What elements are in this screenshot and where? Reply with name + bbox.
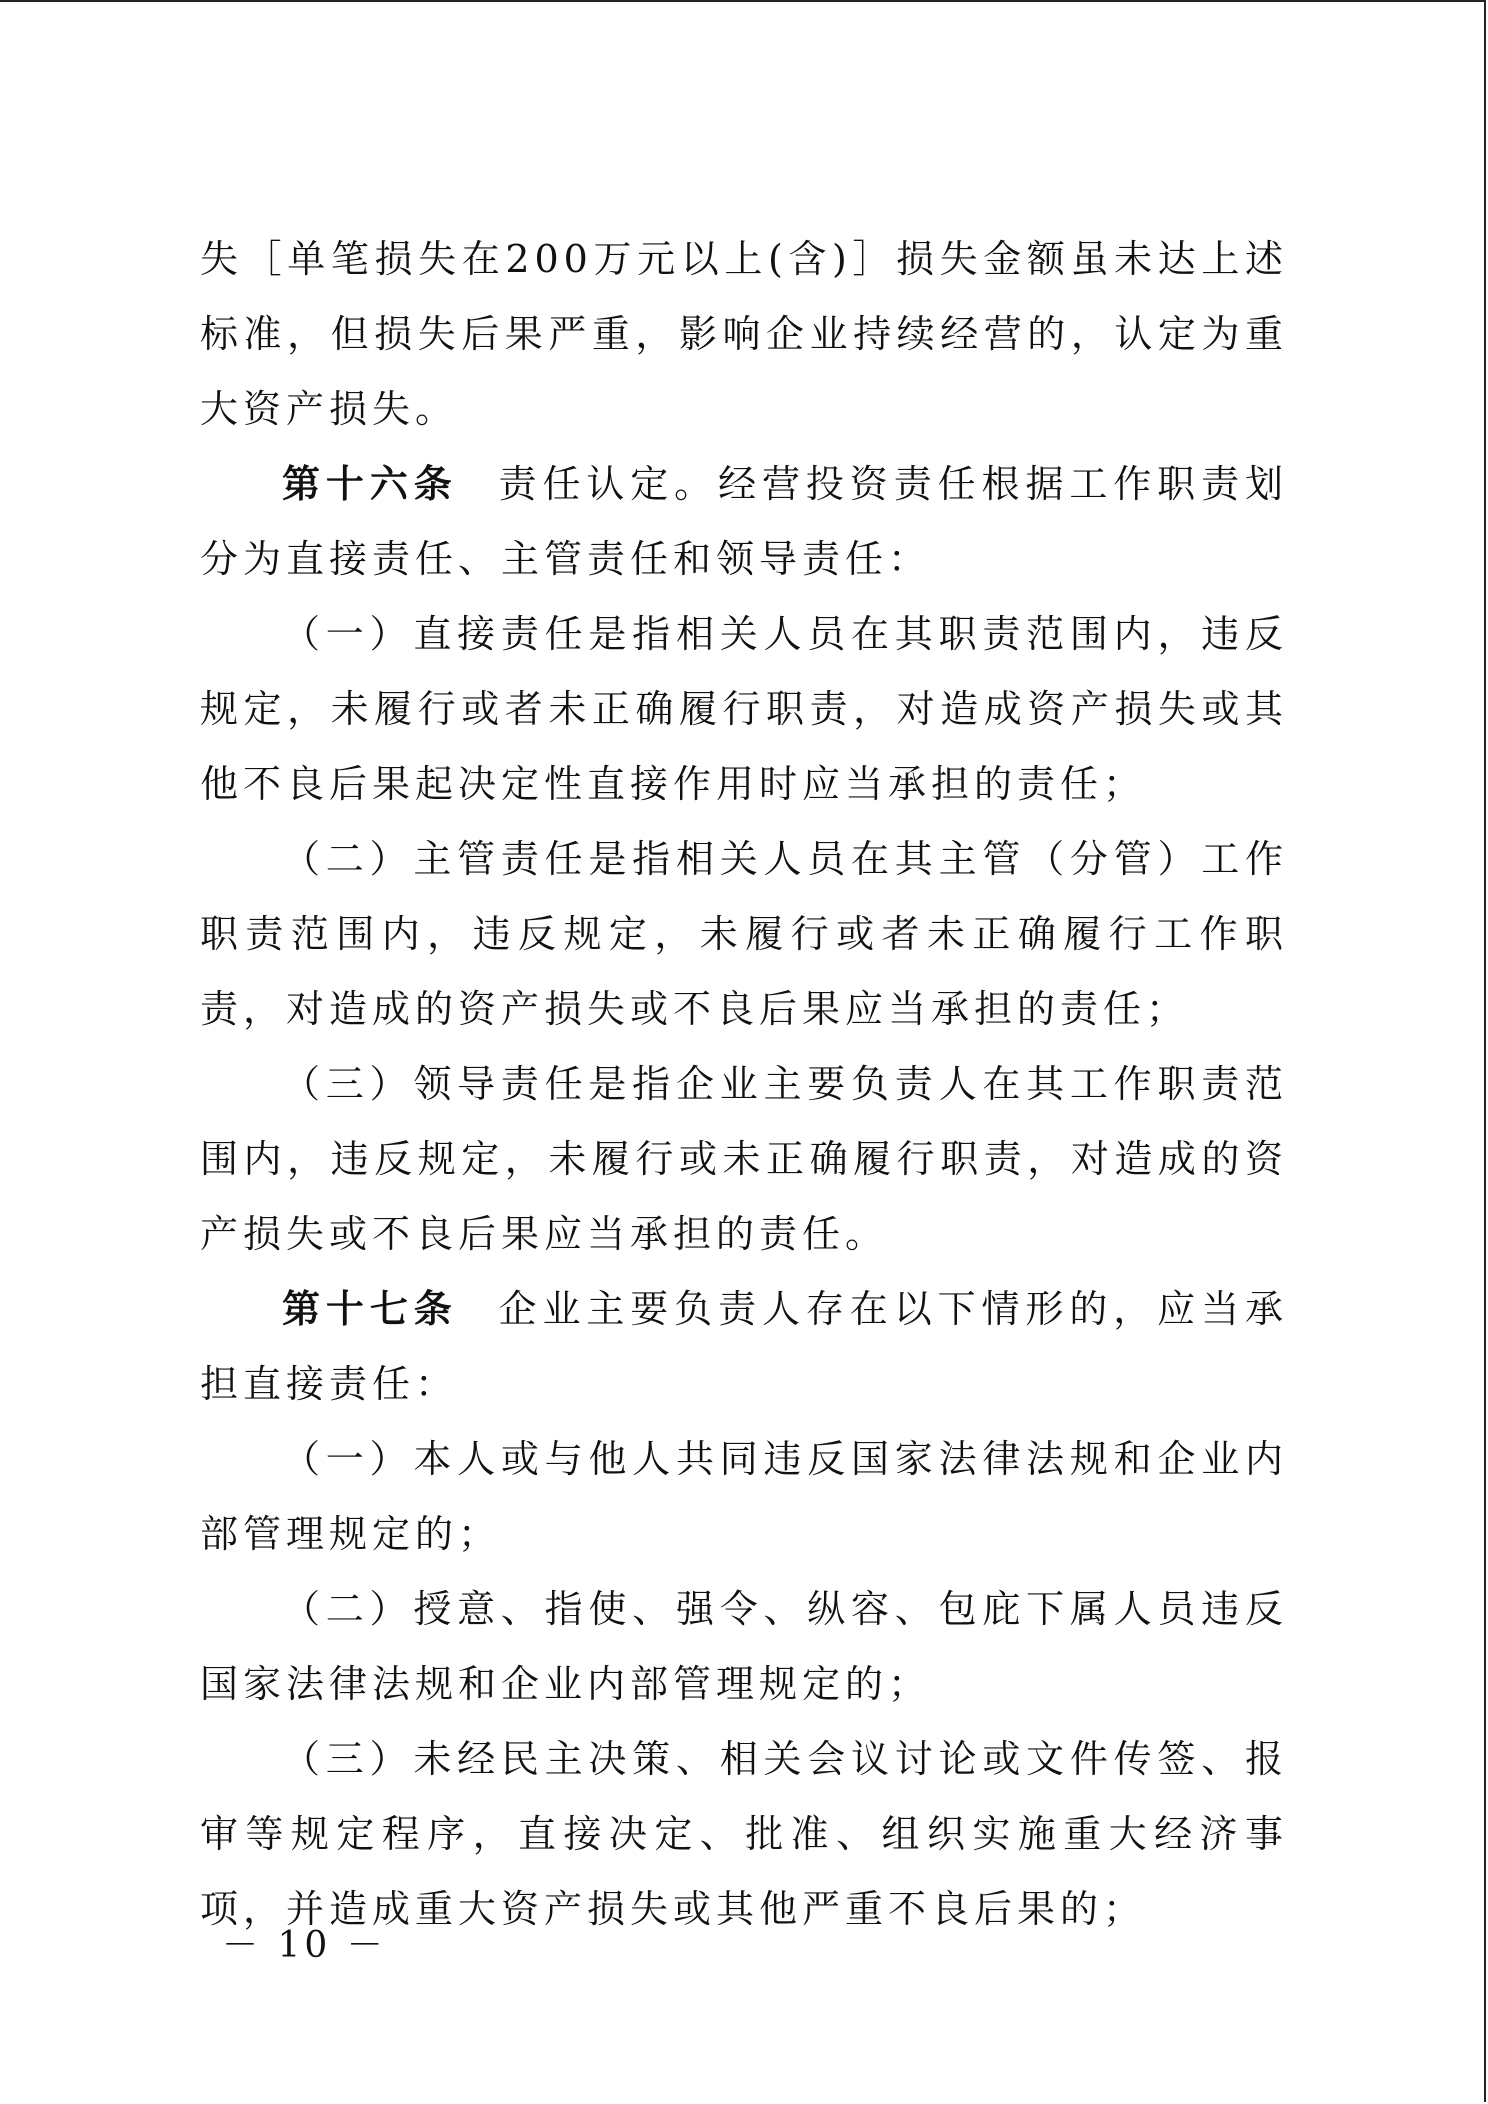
article-17-item-1: （一）本人或与他人共同违反国家法律法规和企业内部管理规定的； (200, 1437, 1288, 1556)
article-16-label: 第十六条 (282, 462, 458, 506)
article-17 (200, 1272, 1288, 1422)
paragraph-continuation: 失［单笔损失在200万元以上(含)］损失金额虽未达上述标准，但损失后果严重，影响企业持续经营的，认定为重大资产损失。 (200, 237, 1288, 431)
page-number: － 10 － (222, 1925, 387, 1966)
article-16-text: 责任认定。经营投资责任根据工作职责划分为直接责任、主管责任和领导责任： (200, 462, 1288, 581)
article-17-item-3: （三）未经民主决策、相关会议讨论或文件传签、报审等规定程序，直接决定、批准、组织实施重大经济事项，并造成重大资产损失或其他严重不良后果的； (200, 1737, 1288, 1931)
article-17-text: 企业主要负责人存在以下情形的，应当承担直接责任： (200, 1287, 1288, 1406)
document-body (200, 222, 1288, 1947)
article-17-label: 第十七条 (282, 1287, 458, 1331)
article-17-item-2: （二）授意、指使、强令、纵容、包庇下属人员违反国家法律法规和企业内部管理规定的； (200, 1587, 1288, 1706)
article-16 (200, 447, 1288, 597)
article-16-item-1: （一）直接责任是指相关人员在其职责范围内，违反规定，未履行或者未正确履行职责，对造成资产损失或其他不良后果起决定性直接作用时应当承担的责任； (200, 612, 1288, 806)
article-16-item-3: （三）领导责任是指企业主要负责人在其工作职责范围内，违反规定，未履行或未正确履行职责，对造成的资产损失或不良后果应当承担的责任。 (200, 1062, 1288, 1256)
article-16-item-2: （二）主管责任是指相关人员在其主管（分管）工作职责范围内，违反规定，未履行或者未正确履行工作职责，对造成的资产损失或不良后果应当承担的责任； (200, 837, 1288, 1031)
